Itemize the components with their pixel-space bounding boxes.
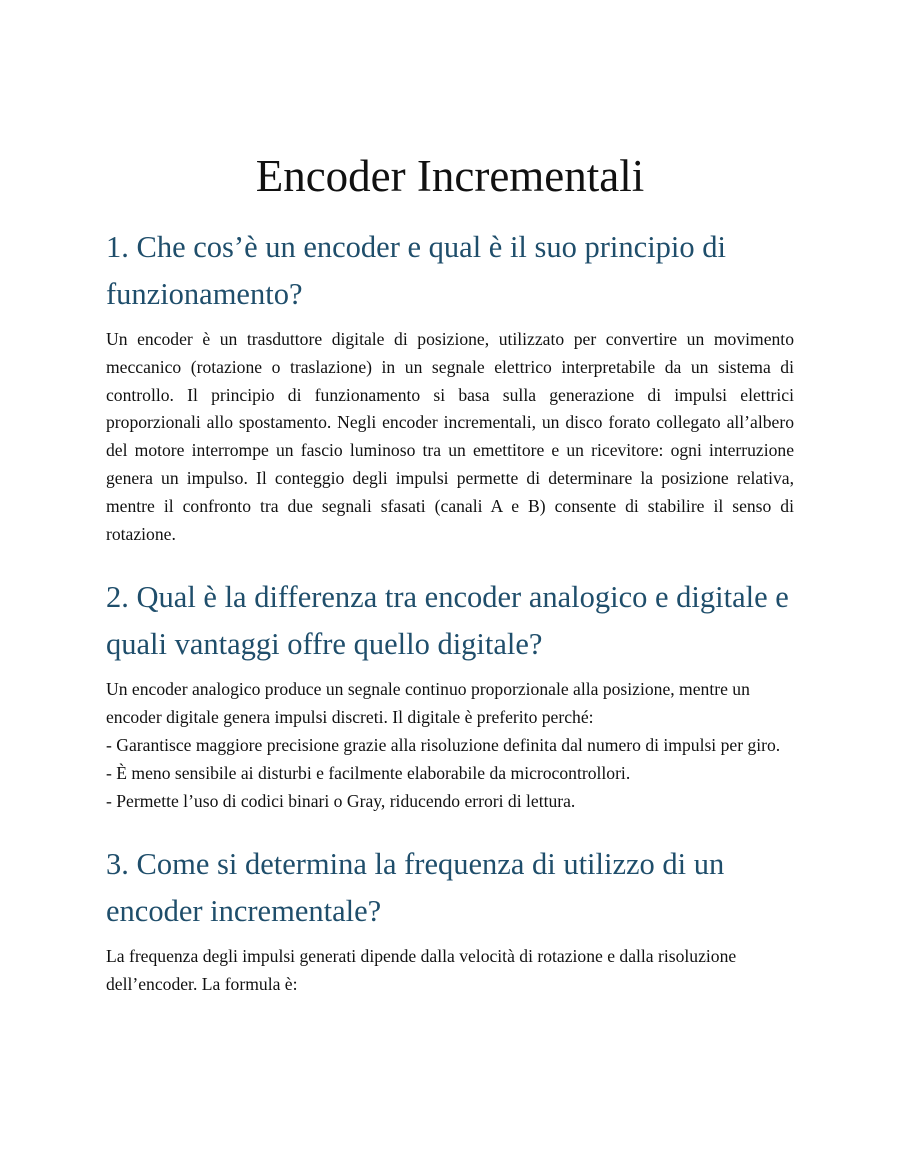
section-2-bullet: - Permette l’uso di codici binari o Gray, riducendo errori di lettura. <box>106 790 576 811</box>
section-2-bullet: - È meno sensibile ai disturbi e facilmente elaborabile da microcontrollori. <box>106 762 631 783</box>
section-3 <box>106 841 794 999</box>
document-page <box>106 150 794 1025</box>
section-2-bullet: - Garantisce maggiore precisione grazie alla risoluzione definita dal numero di impulsi per giro. <box>106 734 781 755</box>
section-3-heading: 3. Come si determina la frequenza di utilizzo di un encoder incrementale? <box>106 847 725 929</box>
section-3-body: La frequenza degli impulsi generati dipende dalla velocità di rotazione e dalla risoluzione dell’encoder. La formula è: <box>106 946 737 995</box>
document-title: Encoder Incrementali <box>255 151 645 201</box>
section-2 <box>106 574 794 815</box>
section-1 <box>106 224 794 548</box>
section-1-heading: 1. Che cos’è un encoder e qual è il suo principio di funzionamento? <box>106 230 726 311</box>
section-2-heading: 2. Qual è la differenza tra encoder analogico e digitale e quali vantaggi offre quello digitale? <box>106 580 789 662</box>
section-2-intro: Un encoder analogico produce un segnale continuo proporzionale alla posizione, mentre un encoder digitale genera impulsi discreti. Il digitale è preferito perché: <box>106 679 750 728</box>
section-1-body: Un encoder è un trasduttore digitale di posizione, utilizzato per convertire un movimento meccanico (rotazione o traslazione) in un segnale elettrico interpretabile da un sistema di controllo. Il principio di funzionamento si basa sulla generazione di impulsi elettrici proporzionali allo spostamento. Negli encoder incrementali, un disco forato collegato all’albero del motore interrompe un fascio luminoso tra un emettitore e un ricevitore: ogni interruzione genera un impulso. Il conteggio degli impulsi permette di determinare la posizione relativa, mentre il confronto tra due segnali sfasati (canali A e B) consente di stabilire il senso di rotazione. <box>106 329 794 544</box>
section-2-body <box>106 676 794 815</box>
